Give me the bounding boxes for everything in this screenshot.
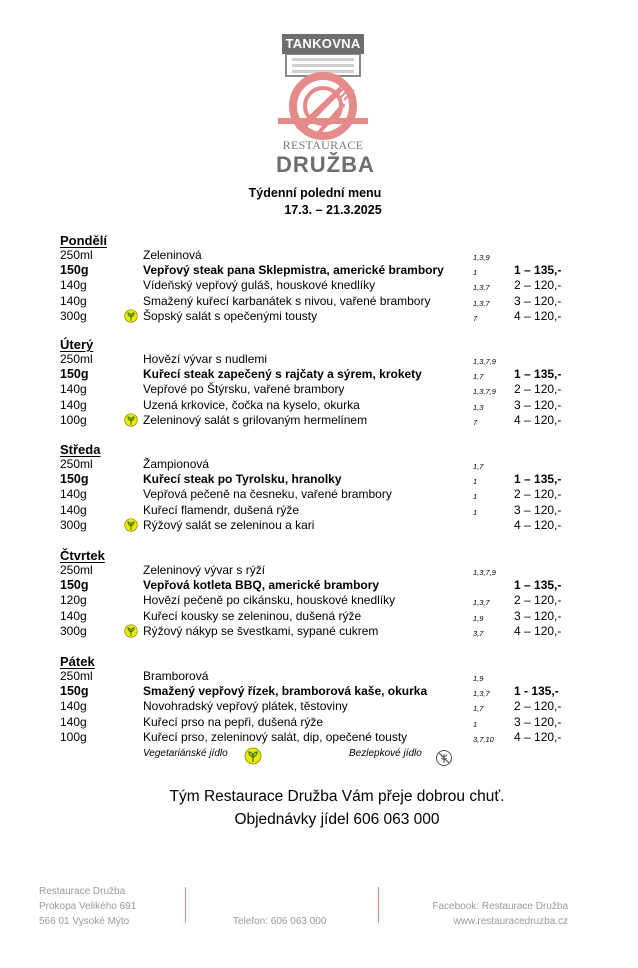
menu-item-weight: 250ml [60,669,93,683]
menu-item-row [0,624,638,639]
footer-city: 566 01 Vysoké Mýto [39,916,130,927]
menu-item-row [0,609,638,624]
menu-item-weight: 150g [60,472,89,487]
legend-vegetarian [143,748,228,759]
menu-item-row [0,294,638,309]
menu-item-row [0,487,638,502]
menu-item-allergens: 1,7 [473,462,484,471]
menu-item-row [0,593,638,608]
menu-item-name: Rýžový salát se zeleninou a kari [143,517,315,532]
menu-item-allergens: 1 [473,507,478,517]
menu-item-allergens: 1,3,7 [473,689,490,699]
menu-item-name: Kuřecí kousky se zeleninou, dušená rýže [143,608,362,623]
menu-item-name: Zeleninový vývar s rýží [143,563,266,577]
menu-item-allergens: 1,7 [473,704,484,714]
vegetarian-icon [124,413,138,427]
menu-item-allergens: 7 [473,417,478,427]
menu-item-name: Kuřecí prso, zeleninový salát, dip, opečené tousty [143,729,408,744]
menu-item-name: Šopský salát s opečenými tousty [143,308,318,323]
menu-item-price: 3 – 120,- [514,502,562,517]
menu-item-weight: 100g [60,412,87,427]
menu-item-price: 2 – 120,- [514,382,562,397]
menu-item-price: 1 - 135,- [514,684,559,699]
menu-title: Týdenní polední menu [248,186,382,200]
menu-item-price: 4 – 120,- [514,729,562,744]
menu-item-price: 2 – 120,- [514,487,562,502]
menu-item-price: 4 – 120,- [514,308,562,323]
menu-item-name: Kuřecí flamendr, dušená rýže [143,502,300,517]
menu-item-weight: 300g [60,308,87,323]
menu-item-allergens: 1,3,7 [473,283,490,293]
menu-item-row [0,503,638,518]
menu-item-name: Kuřecí steak po Tyrolsku, hranolky [143,472,342,487]
order-phone-text: Objednávky jídel 606 063 000 [234,811,440,828]
menu-item-name: Hovězí pečeně po cikánsku, houskové knedlíky [143,593,396,608]
menu-item-weight: 250ml [60,352,93,366]
logo-tankovna-label: TANKOVNA [282,34,364,54]
menu-item-allergens: 1,3,7 [473,598,490,608]
menu-item-allergens: 1,3 [473,402,484,412]
menu-item-allergens: 1,3,7,9 [473,357,496,366]
day-heading: Pondělí [60,233,107,248]
menu-item-price: 1 – 135,- [514,367,562,382]
menu-item-weight: 140g [60,382,87,397]
footer-restaurant-name: Restaurace Družba [39,886,126,897]
menu-item-row [0,352,638,367]
menu-item-name: Vepřová pečeně na česneku, vařené brambory [143,487,392,502]
menu-item-weight: 150g [60,578,89,593]
menu-item-allergens: 1,3,7 [473,298,490,308]
menu-item-weight: 250ml [60,563,93,577]
menu-item-allergens: 1,3,9 [473,253,490,262]
menu-item-weight: 300g [60,623,87,638]
footer-web-link[interactable]: www.restauracedruzba.cz [453,916,568,927]
menu-item-name: Vepřové po Štýrsku, vařené brambory [143,382,345,397]
day-heading: Čtvrtek [60,548,105,563]
menu-item-name: Vepřový steak pana Sklepmistra, americké brambory [143,263,444,278]
logo-druzba-label: DRUŽBA [276,152,375,177]
menu-item-name: Žampionová [143,457,210,471]
menu-item-row [0,669,638,684]
menu-item-weight: 140g [60,278,87,293]
menu-item-allergens: 1,9 [473,674,484,683]
legend-gluten-free-label: Bezlepkové jídlo [349,748,422,759]
day-heading: Úterý [60,337,94,352]
menu-item-allergens: 1,3,7,9 [473,387,496,397]
menu-item-allergens: 3,7 [473,628,484,638]
menu-item-allergens: 1,9 [473,613,484,623]
menu-item-row [0,382,638,397]
footer-divider [185,887,186,923]
vegetarian-icon [124,624,138,638]
menu-item-row [0,699,638,714]
menu-item-weight: 120g [60,593,87,608]
menu-item-weight: 100g [60,729,87,744]
menu-item-allergens: 7 [473,313,478,323]
menu-item-weight: 300g [60,517,87,532]
menu-item-name: Smažený kuřecí karbanátek s nivou, vařené brambory [143,293,431,308]
menu-item-allergens: 1 [473,477,478,487]
menu-item-price: 2 – 120,- [514,593,562,608]
menu-item-row [0,730,638,745]
menu-item-price: 4 – 120,- [514,517,562,532]
menu-item-allergens: 1,3,7,9 [473,568,496,577]
menu-item-row [0,278,638,293]
menu-item-price: 3 – 120,- [514,714,562,729]
menu-item-name: Hovězí vývar s nudlemi [143,352,268,366]
menu-item-weight: 150g [60,263,89,278]
menu-item-price: 2 – 120,- [514,699,562,714]
gluten-free-icon [435,749,453,767]
vegetarian-icon [124,309,138,323]
menu-item-weight: 250ml [60,457,93,471]
footer-street: Prokopa Velikého 691 [39,901,137,912]
menu-item-weight: 150g [60,684,89,699]
menu-item-name: Kuřecí steak zapečený s rajčaty a sýrem, krokety [143,367,422,382]
menu-item-weight: 140g [60,714,87,729]
menu-item-row [0,578,638,593]
menu-item-price: 4 – 120,- [514,412,562,427]
menu-dates: 17.3. – 21.3.2025 [284,203,382,217]
footer-address [39,884,136,929]
menu-item-allergens: 1 [473,268,478,278]
footer-phone: Telefon: 606 063 000 [233,916,327,927]
logo-restaurace-label: RESTAURACE [282,138,364,152]
menu-item-weight: 250ml [60,248,93,262]
menu-item-price: 3 – 120,- [514,608,562,623]
menu-item-row [0,367,638,382]
menu-item-weight: 140g [60,397,87,412]
menu-item-row [0,309,638,324]
menu-item-weight: 140g [60,608,87,623]
menu-item-price: 1 – 135,- [514,263,562,278]
footer-divider [378,887,379,923]
menu-item-weight: 140g [60,502,87,517]
menu-item-price: 3 – 120,- [514,293,562,308]
menu-item-row [0,715,638,730]
footer-contacts [432,899,568,929]
day-heading: Středa [60,442,101,457]
plate-fork-knife-icon [276,54,370,140]
footer-facebook-link[interactable]: Facebook: Restaurace Družba [432,901,568,912]
menu-item-row [0,518,638,533]
legend-gluten-free [349,748,422,759]
restaurant-logo [276,34,375,180]
menu-item-name: Bramborová [143,669,209,683]
menu-item-name: Vepřová kotleta BBQ, americké brambory [143,578,380,593]
menu-item-row [0,248,638,263]
menu-item-weight: 150g [60,367,89,382]
menu-item-weight: 140g [60,699,87,714]
menu-item-row [0,398,638,413]
menu-item-row [0,472,638,487]
menu-item-allergens: 1,7 [473,372,484,382]
legend-vegetarian-label: Vegetariánské jídlo [143,748,228,759]
menu-item-name: Zeleninový salát s grilovaným hermelínem [143,412,368,427]
menu-item-price: 4 – 120,- [514,623,562,638]
menu-item-name: Kuřecí prso na pepři, dušená rýže [143,714,324,729]
menu-item-price: 2 – 120,- [514,278,562,293]
menu-item-name: Smažený vepřový řízek, bramborová kaše, okurka [143,684,428,699]
menu-item-weight: 140g [60,487,87,502]
menu-item-name: Vídeňský vepřový guláš, houskové knedlíky [143,278,376,293]
menu-item-allergens: 1 [473,492,478,502]
vegetarian-icon [124,518,138,532]
menu-item-allergens: 1 [473,719,478,729]
day-heading: Pátek [60,654,95,669]
menu-item-price: 1 – 135,- [514,578,562,593]
menu-item-name: Zeleninová [143,248,202,262]
menu-item-row [0,263,638,278]
menu-item-row [0,684,638,699]
greeting-text: Tým Restaurace Družba Vám přeje dobrou chuť. [169,788,505,805]
menu-item-name: Novohradský vepřový plátek, těstoviny [143,699,348,714]
menu-item-row [0,413,638,428]
menu-item-row [0,457,638,472]
menu-item-allergens: 3,7,10 [473,734,494,744]
menu-item-price: 1 – 135,- [514,472,562,487]
vegetarian-icon [244,747,262,765]
menu-item-row [0,563,638,578]
menu-item-name: Rýžový nákyp se švestkami, sypané cukrem [143,623,379,638]
menu-item-weight: 140g [60,293,87,308]
menu-item-name: Uzená krkovice, čočka na kyselo, okurka [143,397,360,412]
menu-item-price: 3 – 120,- [514,397,562,412]
